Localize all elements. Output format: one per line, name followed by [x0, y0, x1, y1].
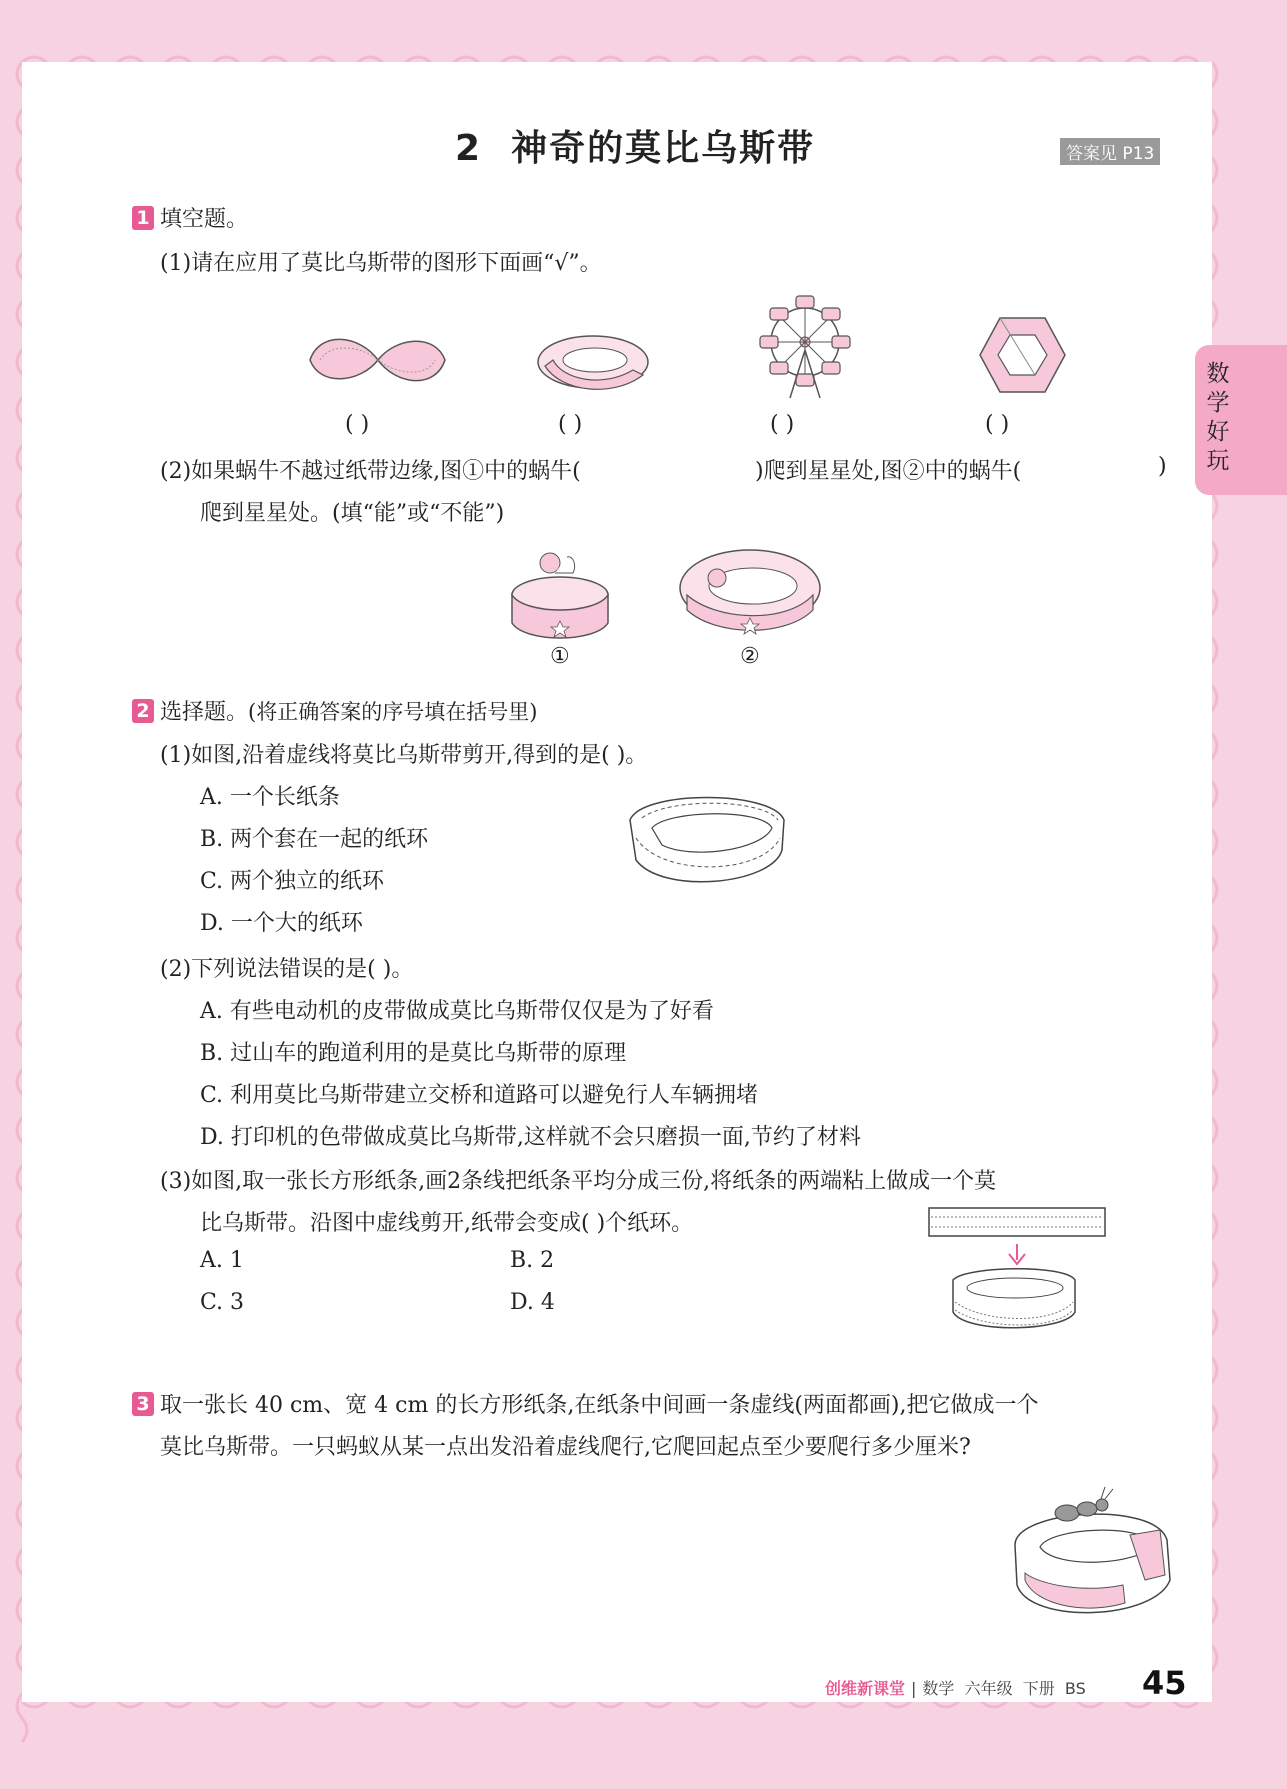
q1-heading: [132, 202, 248, 233]
q2-s2-text: (2)下列说法错误的是( )。: [160, 957, 414, 982]
figure-ferris-wheel: [750, 290, 860, 405]
figure-label-1: ①: [550, 644, 570, 669]
q3-line2: 莫比乌斯带。一只蚂蚁从某一点出发沿着虚线爬行,它爬回起点至少要爬行多少厘米?: [160, 1435, 971, 1460]
q2-s1-option-c[interactable]: C. 两个独立的纸环: [200, 869, 385, 894]
q1-answer-blank-2[interactable]: ( ): [558, 412, 583, 437]
figure-figure8-band: [300, 325, 455, 395]
figure-strip-to-band: [925, 1202, 1110, 1342]
q2-s1-option-d[interactable]: D. 一个大的纸环: [200, 911, 363, 936]
q2-s2-option-d[interactable]: D. 打印机的色带做成莫比乌斯带,这样就不会只磨损一面,节约了材料: [200, 1125, 861, 1150]
q2-s1-option-a[interactable]: A. 一个长纸条: [200, 785, 340, 810]
q1-answer-blank-3[interactable]: ( ): [770, 412, 795, 437]
q1-part2-line1b: )爬到星星处,图②中的蜗牛(: [755, 459, 1022, 484]
q3-number: 3: [132, 1392, 154, 1416]
q2-title: 选择题。: [160, 700, 249, 725]
q2-number: 2: [132, 699, 154, 723]
figure-label-2: ②: [740, 644, 760, 669]
answer-reference: 答案见 P13: [1060, 138, 1160, 165]
q1-part1-text: (1)请在应用了莫比乌斯带的图形下面画“√”。: [160, 251, 602, 276]
side-tab-label: 数学好玩: [1206, 361, 1230, 474]
footer-brand-name: 创维新课堂: [825, 1679, 906, 1698]
q2-s2-option-a[interactable]: A. 有些电动机的皮带做成莫比乌斯带仅仅是为了好看: [200, 999, 714, 1024]
q2-s3-option-b[interactable]: B. 2: [510, 1248, 555, 1273]
q2-s1-text: (1)如图,沿着虚线将莫比乌斯带剪开,得到的是( )。: [160, 743, 648, 768]
q2-s3-option-d[interactable]: D. 4: [510, 1290, 555, 1315]
q1-part2-line1c: ): [1158, 454, 1167, 479]
figure-ant-mobius: [1005, 1485, 1175, 1630]
q1-part2-line2: 爬到星星处。(填“能”或“不能”): [200, 501, 505, 526]
q2-s3-line1: (3)如图,取一张长方形纸条,画2条线把纸条平均分成三份,将纸条的两端粘上做成一个莫: [160, 1169, 997, 1194]
figure-mobius-loop: [533, 330, 653, 400]
q2-s3-line2: 比乌斯带。沿图中虚线剪开,纸带会变成( )个纸环。: [200, 1211, 694, 1236]
q1-answer-blank-1[interactable]: ( ): [345, 412, 370, 437]
q2-s2-option-b[interactable]: B. 过山车的跑道利用的是莫比乌斯带的原理: [200, 1041, 627, 1066]
q3-line1: 取一张长 40 cm、宽 4 cm 的长方形纸条,在纸条中间画一条虚线(两面都画),把它做成一个: [160, 1393, 1039, 1418]
q1-part2-line1a: (2)如果蜗牛不越过纸带边缘,图①中的蜗牛(: [160, 459, 581, 484]
page-number: 45: [1142, 1664, 1187, 1702]
q2-s2-option-c[interactable]: C. 利用莫比乌斯带建立交桥和道路可以避免行人车辆拥堵: [200, 1083, 759, 1108]
figure-snail-mobius-2: [675, 540, 825, 640]
q2-heading: [132, 695, 537, 726]
q2-note: (将正确答案的序号填在括号里): [248, 700, 538, 724]
q3-line1-wrap: [132, 1388, 1038, 1419]
q1-answer-blank-4[interactable]: ( ): [985, 412, 1010, 437]
figure-snail-ring-1: [505, 535, 615, 645]
q1-title: 填空题。: [160, 207, 249, 232]
q2-s1-option-b[interactable]: B. 两个套在一起的纸环: [200, 827, 429, 852]
figure-mobius-ring: [975, 310, 1070, 400]
footer-info: 创维新课堂 | 数学 六年级 下册 BS: [825, 1679, 1086, 1698]
figure-mobius-dashed: [622, 790, 792, 895]
q1-number: 1: [132, 206, 154, 230]
q2-s3-option-a[interactable]: A. 1: [200, 1248, 244, 1273]
q2-s3-option-c[interactable]: C. 3: [200, 1290, 245, 1315]
page-title: 2 神奇的莫比乌斯带: [455, 128, 816, 169]
footer-book-info: 数学 六年级 下册 BS: [922, 1679, 1086, 1698]
